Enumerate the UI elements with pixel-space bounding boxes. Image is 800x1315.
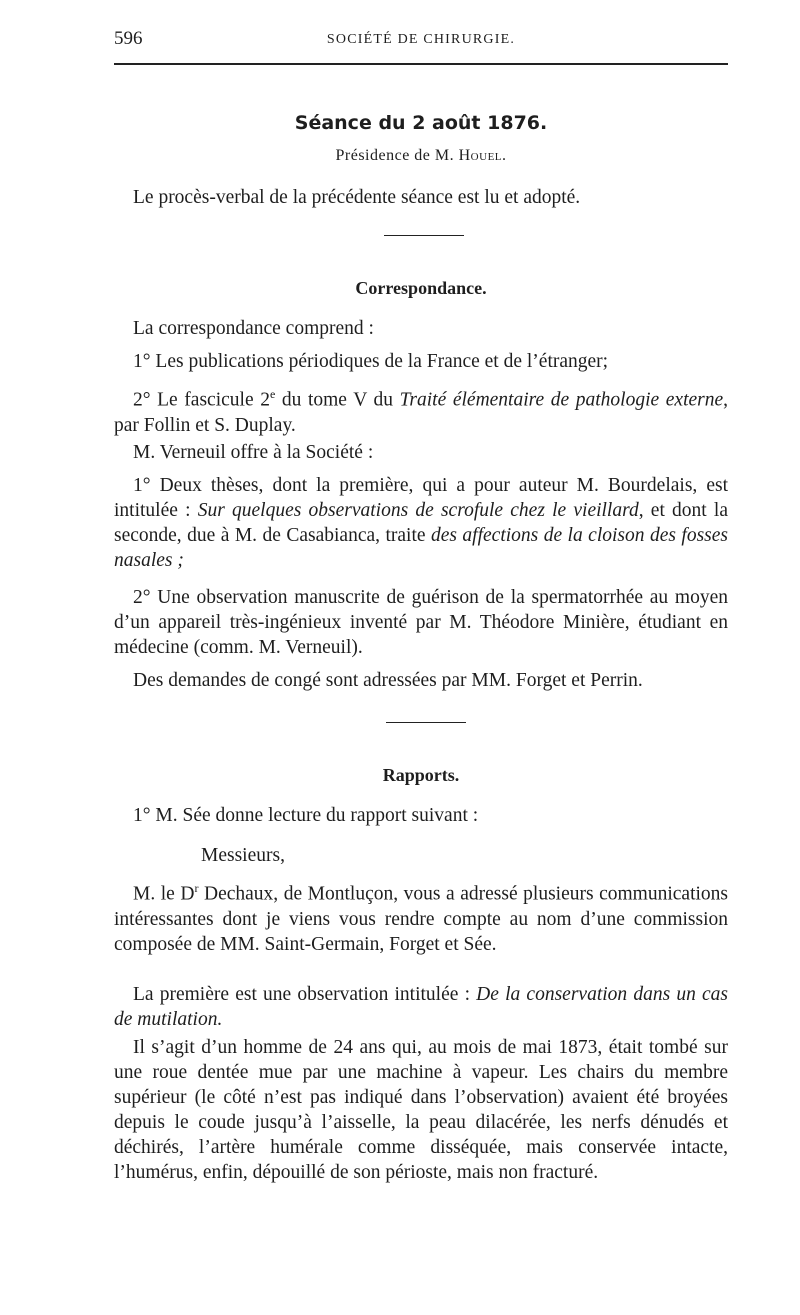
rapports-title: Rapports. <box>382 765 460 785</box>
section-divider <box>384 235 464 236</box>
header-rule <box>114 63 728 65</box>
rapport-paragraph-3: Il s’agit d’un homme de 24 ans qui, au mois de mai 1873, était tombé sur une roue dentée mue par une machine à vapeur. Les chairs du membre supérieur (le côté n’est pas indiqué dans l’observation) avaient été broyées depuis le coude jusqu’à l’aisselle, la peau dilacérée, les nerfs dénudés et déchirés, l’artère humérale comme disséquée, mais conservée intacte, l’humérus, enfin, dépouillé de son périoste, mais non fracturé. <box>114 1037 728 1183</box>
correspondance-item-1: 1° Les publications périodiques de la France et de l’étranger; <box>133 351 609 372</box>
page-number: 596 <box>114 28 143 49</box>
proces-verbal: Le procès-verbal de la précédente séance est lu et adopté. <box>133 187 581 208</box>
theses-title-1: Sur quelques observations de scrofule chez le vieillard <box>197 500 639 521</box>
rapport-p2-a: La première est une observation intitulée : <box>133 984 477 1005</box>
theses-paragraph <box>114 473 728 573</box>
item2-text-c: , par Follin et S. Duplay. <box>114 389 729 436</box>
item2-text-b: du tome V du <box>275 389 400 411</box>
rapport-p1-a: M. le D <box>133 883 195 905</box>
theses-text-a: 1° Deux thèses, dont la première, qui a pour auteur M. Bourdelais, est intitulée : <box>114 475 728 521</box>
verneuil-offre: M. Verneuil offre à la Société : <box>133 442 374 463</box>
correspondance-title: Correspondance. <box>355 278 487 298</box>
rapport-paragraph-1 <box>114 876 728 957</box>
section-divider <box>386 722 466 723</box>
correspondance-intro: La correspondance comprend : <box>133 318 374 339</box>
rapport-p1-b: Dechaux, de Montluçon, vous a adressé plusieurs communications intéressantes dont je viens vous rendre compte au nom d’une commission composée de MM. Saint-Germain, Forget et Sée. <box>114 883 728 955</box>
president-name: Houel. <box>458 147 507 164</box>
item2-book-title: Traité élémentaire de pathologie externe <box>399 389 724 411</box>
rapport-paragraph-2 <box>114 982 728 1032</box>
seance-title: Séance du 2 août 1876. <box>294 112 548 134</box>
observation-paragraph: 2° Une observation manuscrite de guérison de la spermatorrhée au moyen d’un appareil très-ingénieux inventé par M. Théodore Minière, étudiant en médecine (comm. M. Verneuil). <box>114 587 728 658</box>
rapport-p1-sup: r <box>194 881 199 895</box>
running-title: SOCIÉTÉ DE CHIRURGIE. <box>326 32 516 47</box>
item2-sup: e <box>269 387 276 401</box>
correspondance-item-2 <box>114 382 728 438</box>
theses-text-b: , et dont la seconde, due à M. de Casabianca, traite <box>114 500 728 546</box>
item2-text-a: 2° Le fascicule 2 <box>133 389 270 411</box>
rapports-item-1: 1° M. Sée donne lecture du rapport suivant : <box>133 805 479 826</box>
conge-paragraph: Des demandes de congé sont adressées par MM. Forget et Perrin. <box>133 670 643 691</box>
page-header <box>114 28 728 58</box>
salutation: Messieurs, <box>201 845 285 866</box>
theses-title-2: des affections de la cloison des fosses nasales ; <box>114 525 728 571</box>
presidence-prefix: Présidence de M. <box>335 147 459 164</box>
presidence-line <box>114 147 728 165</box>
rapport-p2-title: De la conservation dans un cas de mutilation. <box>114 984 728 1030</box>
